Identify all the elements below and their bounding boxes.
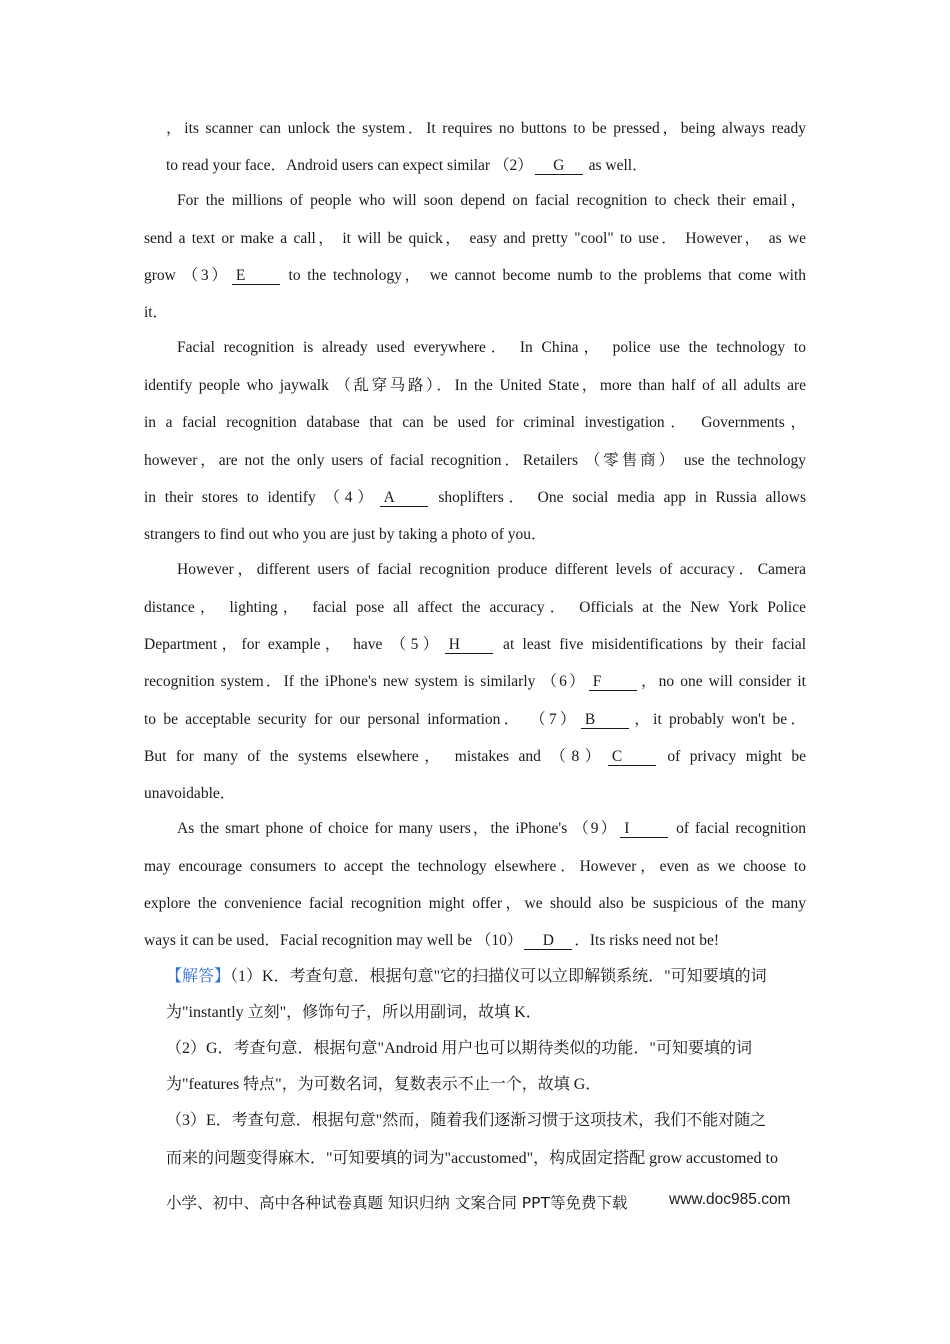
passage-line: in a facial recognition database that can be used for criminal investigation． Governments， [144, 414, 806, 431]
footer-text: 小学、初中、高中各种试卷真题 知识归纳 文案合同 PPT等免费下载 [166, 1194, 628, 1212]
answer-blank-7: B [581, 712, 629, 729]
answer-blank-10: D [524, 933, 572, 950]
answer-explanation-line: （2）G．考查句意．根据句意"Android 用户也可以期待类似的功能．"可知要填的词 [166, 1040, 752, 1057]
passage-line: to read your face．Android users can expect similar （2） G as well． [166, 157, 648, 174]
answer-blank-6: F [589, 674, 637, 691]
page-footer [166, 1191, 806, 1213]
passage-line: distance， lighting， facial pose all affect the accuracy． Officials at the New York Police [144, 599, 806, 616]
answer-blank-9: I [620, 821, 668, 838]
passage-line: however，are not the only users of facial recognition．Retailers （零售商） use the technology [144, 452, 806, 469]
answer-blank-3: E [232, 268, 280, 285]
passage-line: ，its scanner can unlock the system．It requires no buttons to be pressed，being always ready [166, 120, 806, 137]
passage-line: However，different users of facial recognition produce different levels of accuracy．Camera [177, 561, 806, 578]
passage-line: Department，for example， have （5） H at least five misidentifications by their facial [144, 636, 807, 653]
answer-blank-2: G [535, 158, 583, 175]
passage-line: may encourage consumers to accept the technology elsewhere．However，even as we choose to [144, 858, 806, 875]
answer-blank-8: C [608, 749, 656, 766]
passage-line: grow （3） E to the technology， we cannot become numb to the problems that come with [144, 267, 806, 284]
passage-line: identify people who jaywalk （乱穿马路）．In the United State，more than half of all adults are [144, 377, 806, 394]
answer-explanation-line: （3）E．考查句意．根据句意"然而，随着我们逐渐习惯于这项技术，我们不能对随之 [166, 1112, 767, 1129]
answer-blank-5: H [445, 637, 493, 654]
passage-line: in their stores to identify （4） A shoplifters． One social media app in Russia allows [144, 489, 807, 506]
answer-blank-4: A [380, 490, 428, 507]
answer-explanation-line: 而来的问题变得麻木．"可知要填的词为"accustomed"，构成固定搭配 grow accustomed to [166, 1150, 778, 1167]
answer-explanation-line: 为"features 特点"，为可数名词，复数表示不止一个，故填 G． [166, 1076, 602, 1093]
footer-url[interactable]: www.doc985.com [669, 1191, 791, 1208]
passage-line: ways it can be used．Facial recognition may well be （10） D ．Its risks need not be! [144, 932, 719, 949]
passage-line: strangers to find out who you are just by taking a photo of you． [144, 526, 547, 543]
answer-explanation-line: 【解答】（1）K．考查句意．根据句意"它的扫描仪可以立即解锁系统．"可知要填的词 [166, 968, 767, 985]
passage-line: But for many of the systems elsewhere， mistakes and （8） C of privacy might be [144, 748, 806, 765]
passage-line: to be acceptable security for our personal information． （7） B ，it probably won't be． [144, 711, 806, 728]
passage-line: recognition system．If the iPhone's new system is similarly （6） F ，no one will consider it [144, 673, 806, 690]
answer-explanation-line: 为"instantly 立刻"，修饰句子，所以用副词，故填 K． [166, 1004, 542, 1021]
passage-line: For the millions of people who will soon depend on facial recognition to check their email， [177, 192, 806, 209]
passage-line: it． [144, 304, 169, 321]
passage-line: As the smart phone of choice for many users，the iPhone's （9） I of facial recognition [177, 820, 806, 837]
passage-line: Facial recognition is already used everywhere． In China， police use the technology to [177, 339, 806, 356]
answer-tag: 【解答】 [166, 968, 231, 985]
passage-line: send a text or make a call， it will be quick， easy and pretty "cool" to use． However， as we [144, 230, 806, 247]
passage-line: explore the convenience facial recognition might offer，we should also be suspicious of the many [144, 895, 806, 912]
passage-line: unavoidable． [144, 785, 236, 802]
